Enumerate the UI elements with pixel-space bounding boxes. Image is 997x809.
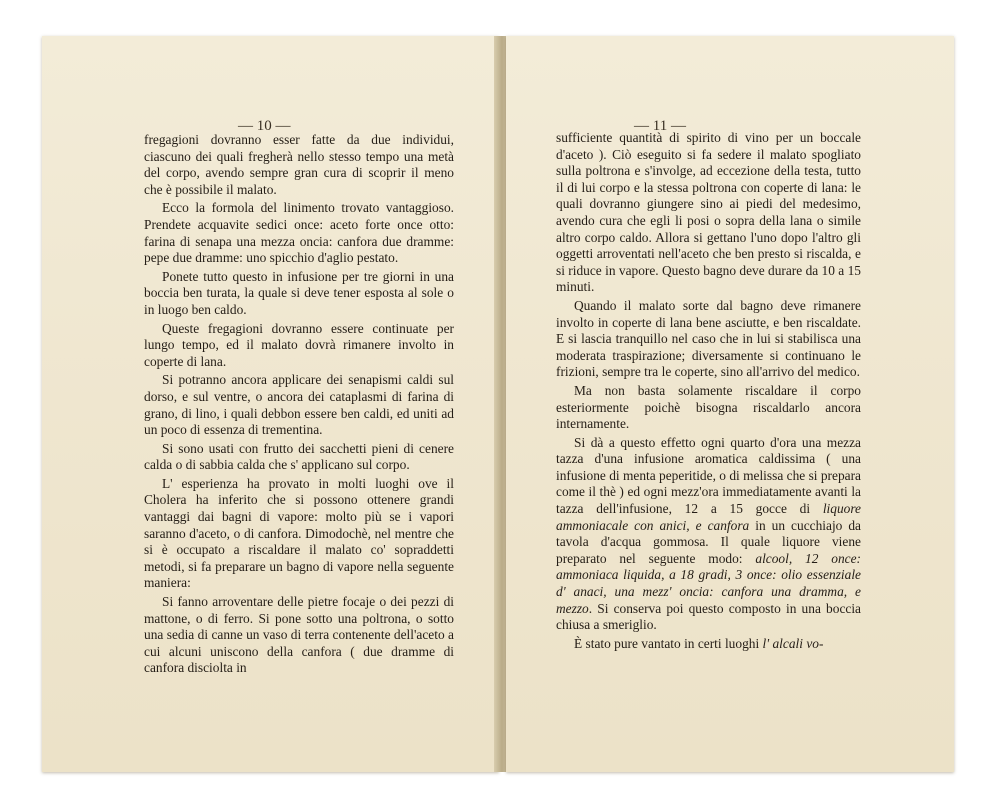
paragraph: fregagioni dovranno esser fatte da due individui, ciascuno dei quali fregherà nello stesso tempo una metà del corpo, avendo sempre gran cura di scoprir il meno che è possibile il malato. <box>144 132 454 197</box>
paragraph: L' esperienza ha provato in molti luoghi ove il Cholera ha inferito che si possono ottenere grandi vantaggi dai bagni di vapore: molto più se i vapori saranno d'aceto, o di canfora. Dimodochè, nel mentre che si è occupato a riscaldare il malato co' sopraddetti metodi, si fa preparare un bagno di vapore nella seguente maniera: <box>144 475 454 591</box>
paragraph: Queste fregagioni dovranno essere continuate per lungo tempo, ed il malato dovrà rimanere involto in coperte di lana. <box>144 320 454 369</box>
open-booklet <box>42 36 954 772</box>
paragraph <box>556 435 861 634</box>
paragraph: Ma non basta solamente riscaldare il corpo esteriormente poichè bisogna riscaldarlo ancora internamente. <box>556 382 861 432</box>
text-run: Si dà a questo effetto ogni quarto d'ora una mezza tazza d'una infusione aromatica caldissima ( una infusione di menta peperitide, o di melissa che si prepara come il thè ) ed ogni mezz'ora immediatamente avanti la tazza dell'infusione, 12 a 15 gocce di <box>556 434 861 517</box>
paragraph: Si sono usati con frutto dei sacchetti pieni di cenere calda o di sabbia calda che s' applicano sul corpo. <box>144 440 454 473</box>
paragraph: Ecco la formola del linimento trovato vantaggioso. Prendete acquavite sedici once: aceto forte once otto: farina di senapa una mezza oncia: canfora due dramme: pepe due dramme: uno spicchio d'aglio pestato. <box>144 200 454 266</box>
italic-text-run: liquore ammoniacale con anici, e canfora <box>556 501 861 533</box>
page-number-right: — 11 — <box>634 118 686 134</box>
paragraph: sufficiente quantità di spirito di vino per un boccale d'aceto ). Ciò eseguito si fa sedere il malato spogliato sulla poltrona e s'involge, ad eccezione della testa, tutto il di lui corpo e la stessa poltrona con coperte di lana: le quali dovranno giungere sino ai piedi del medesimo, avendo cura che egli li posi o sopra della lana o simile altro corpo caldo. Allora si gettano l'uno dopo l'altro gli oggetti arroventati nell'aceto che ben presto si riscalda, e si riduce in vapore. Questo bagno deve durare da 10 a 15 minuti. <box>556 130 861 295</box>
right-page-text <box>556 130 861 654</box>
paragraph: Si fanno arroventare delle pietre focaje o dei pezzi di mattone, o di ferro. Si pone sotto una poltrona, o sotto una sedia di canne un vaso di terra contenente dell'aceto a cui alcuni uniscono della canfora ( due dramme di canfora disciolta in <box>144 594 454 676</box>
text-run: in un cucchiajo da tavola d'acqua gommosa. Il quale liquore viene preparato nel seguente modo: <box>556 517 862 566</box>
text-run: . Si conserva poi questo composto in una boccia chiusa a smeriglio. <box>556 600 861 633</box>
right-page <box>506 36 954 772</box>
left-page <box>42 36 499 772</box>
paragraph <box>556 636 861 653</box>
italic-text-run: alcool, 12 once: ammoniaca liquida, a 18 gradi, 3 once: olio essenziale d' anaci, una mezz' oncia: canfora una dramma, e mezzo <box>556 550 862 616</box>
left-page-text <box>144 132 454 679</box>
italic-text-run: l' alcali vo- <box>762 635 824 651</box>
paragraph: Ponete tutto questo in infusione per tre giorni in una boccia ben turata, la quale si deve tener esposta al sole o in luogo ben caldo. <box>144 268 454 317</box>
paragraph: Quando il malato sorte dal bagno deve rimanere involto in coperte di lana bene asciutte, e ben riscaldate. E si lascia tranquillo nel caso che in lui si stabilisca una moderata traspirazione; diversamente si continuano le frizioni, sempre tra le coperte, sino all'arrivo del medico. <box>556 297 861 380</box>
page-number-left: — 10 — <box>238 118 291 134</box>
text-run: È stato pure vantato in certi luoghi <box>574 635 763 651</box>
paragraph: Si potranno ancora applicare dei senapismi caldi sul dorso, e sul ventre, o ancora dei cataplasmi di farina di grano, di lino, i quali debbon essere ben caldi, ed uniti ad un poco di essenza di trementina. <box>144 372 454 438</box>
